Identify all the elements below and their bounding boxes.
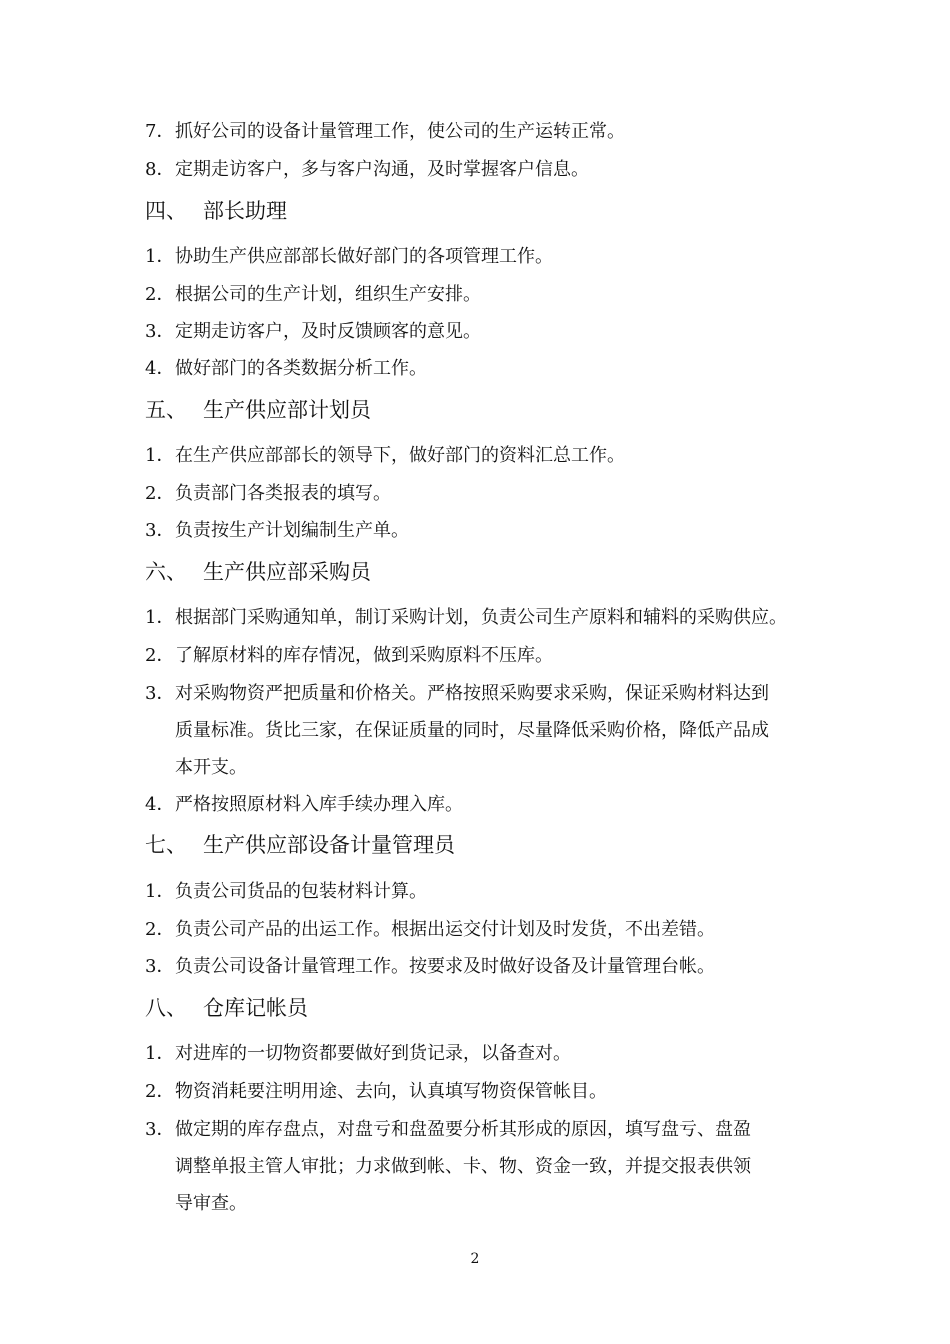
list-item: 1．对进库的一切物资都要做好到货记录，以备查对。 bbox=[145, 1043, 571, 1064]
list-item-continuation: 调整单报主管人审批；力求做到帐、卡、物、资金一致，并提交报表供领 bbox=[175, 1156, 751, 1177]
list-item: 4．严格按照原材料入库手续办理入库。 bbox=[145, 794, 463, 815]
list-item: 2．根据公司的生产计划，组织生产安排。 bbox=[145, 284, 481, 305]
list-item: 3．负责按生产计划编制生产单。 bbox=[145, 520, 409, 541]
list-item-continuation: 导审查。 bbox=[175, 1193, 247, 1214]
list-item-continuation: 质量标准。货比三家，在保证质量的同时，尽量降低采购价格，降低产品成 bbox=[175, 720, 769, 741]
section-heading: 五、 生产供应部计划员 bbox=[145, 398, 371, 422]
list-item: 1．协助生产供应部部长做好部门的各项管理工作。 bbox=[145, 246, 553, 267]
list-item: 2．负责公司产品的出运工作。根据出运交付计划及时发货，不出差错。 bbox=[145, 919, 715, 940]
page-number: 2 bbox=[470, 1251, 480, 1267]
list-item: 3．负责公司设备计量管理工作。按要求及时做好设备及计量管理台帐。 bbox=[145, 956, 715, 977]
list-item-continuation: 本开支。 bbox=[175, 757, 247, 778]
section-heading: 八、 仓库记帐员 bbox=[145, 996, 308, 1020]
section-heading: 六、 生产供应部采购员 bbox=[145, 560, 371, 584]
list-item: 2．负责部门各类报表的填写。 bbox=[145, 483, 391, 504]
section-heading: 七、 生产供应部设备计量管理员 bbox=[145, 833, 455, 857]
list-item: 3．做定期的库存盘点，对盘亏和盘盈要分析其形成的原因，填写盘亏、盘盈 bbox=[145, 1119, 751, 1140]
list-item: 1．根据部门采购通知单，制订采购计划，负责公司生产原料和辅料的采购供应。 bbox=[145, 607, 787, 628]
list-item: 7．抓好公司的设备计量管理工作，使公司的生产运转正常。 bbox=[145, 121, 625, 142]
list-item: 3．对采购物资严把质量和价格关。严格按照采购要求采购，保证采购材料达到 bbox=[145, 683, 769, 704]
list-item: 8．定期走访客户，多与客户沟通，及时掌握客户信息。 bbox=[145, 159, 589, 180]
list-item: 1．负责公司货品的包装材料计算。 bbox=[145, 881, 427, 902]
section-heading: 四、 部长助理 bbox=[145, 199, 287, 223]
list-item: 2．物资消耗要注明用途、去向，认真填写物资保管帐目。 bbox=[145, 1081, 607, 1102]
list-item: 1．在生产供应部部长的领导下，做好部门的资料汇总工作。 bbox=[145, 445, 625, 466]
list-item: 3．定期走访客户，及时反馈顾客的意见。 bbox=[145, 321, 481, 342]
list-item: 4．做好部门的各类数据分析工作。 bbox=[145, 358, 427, 379]
list-item: 2．了解原材料的库存情况，做到采购原料不压库。 bbox=[145, 645, 553, 666]
